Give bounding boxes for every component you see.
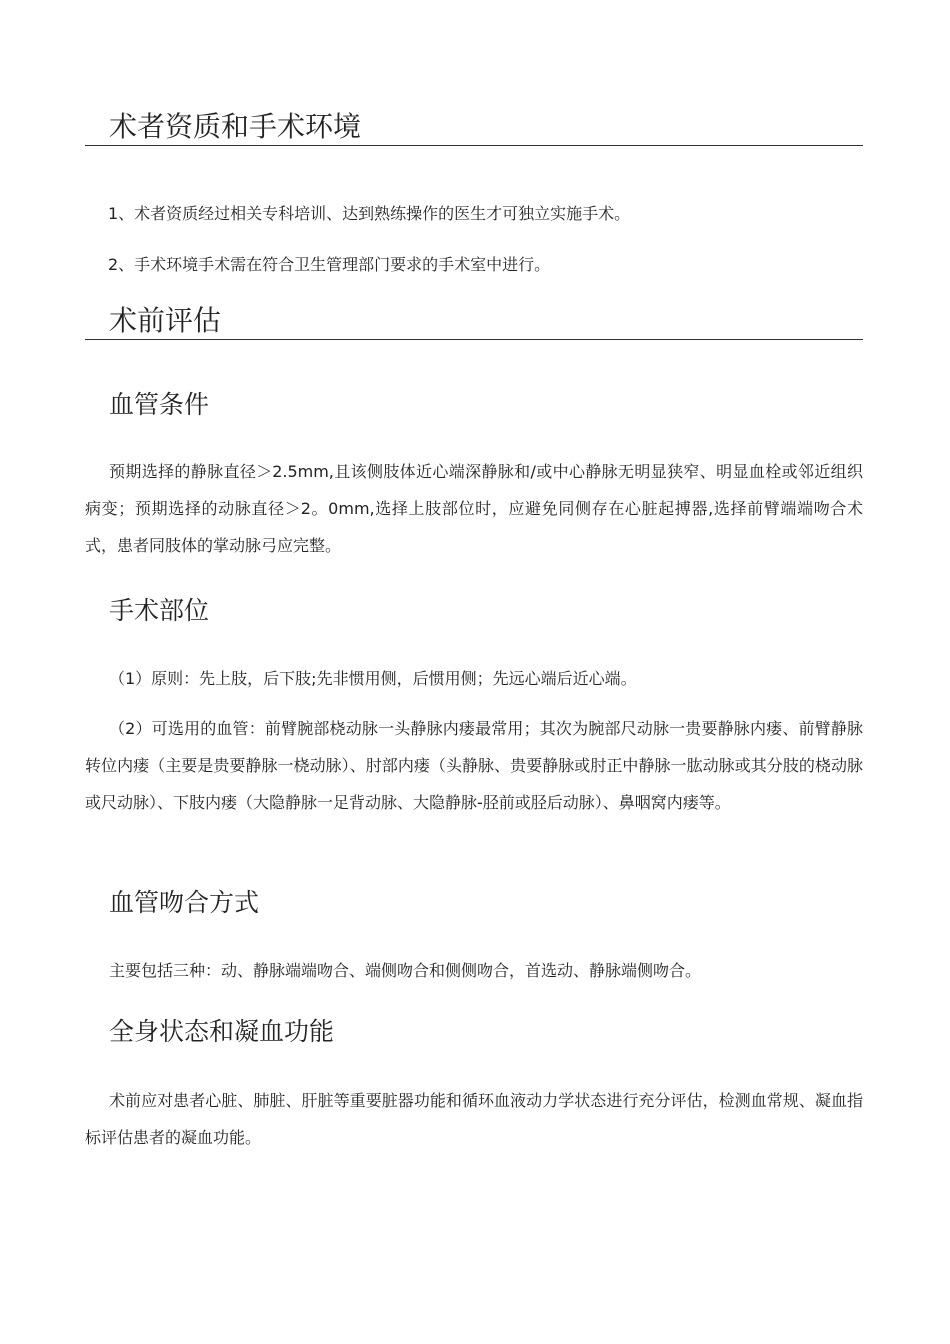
section-heading-qualification: 术者资质和手术环境: [85, 110, 863, 146]
subheading-surgical-site: 手术部位: [109, 596, 210, 625]
subheading-systemic-status: 全身状态和凝血功能: [109, 1017, 335, 1046]
list-item-environment: 2、手术环境手术需在符合卫生管理部门要求的手术室中进行。: [108, 255, 551, 274]
paragraph-site-principle: （1）原则：先上肢，后下肢;先非惯用侧，后惯用侧；先远心端后近心端。: [109, 669, 637, 688]
paragraph-systemic-status: 术前应对患者心脏、肺脏、肝脏等重要脏器功能和循环血液动力学状态进行充分评估，检测血常规、凝血指标评估患者的凝血功能。: [85, 1091, 863, 1147]
paragraph-site-vessels: （2）可选用的血管：前臂腕部桡动脉一头静脉内瘘最常用；其次为腕部尺动脉一贵要静脉内瘘、前臂静脉转位内瘘（主要是贵要静脉一桡动脉）、肘部内瘘（头静脉、贵要静脉或肘正中静脉一肱动脉或其分肢的桡动脉或尺动脉）、下肢内瘘（大隐静脉一足背动脉、大隐静脉-胫前或胫后动脉）、鼻咽窝内瘘等。: [85, 719, 863, 812]
paragraph-anastomosis: 主要包括三种：动、静脉端端吻合、端侧吻合和侧侧吻合，首选动、静脉端侧吻合。: [109, 961, 702, 980]
section-heading-preop: 术前评估: [85, 304, 863, 340]
subheading-anastomosis: 血管吻合方式: [109, 888, 260, 917]
list-item-qualification: 1、术者资质经过相关专科培训、达到熟练操作的医生才可独立实施手术。: [108, 204, 631, 223]
subheading-vessel-condition: 血管条件: [109, 390, 210, 419]
paragraph-vessel-condition: 预期选择的静脉直径＞2.5mm,且该侧肢体近心端深静脉和/或中心静脉无明显狭窄、明显血栓或邻近组织病变；预期选择的动脉直径＞2。0mm,选择上肢部位时，应避免同侧存在心脏起搏器,选择前臂端端吻合术式，患者同肢体的掌动脉弓应完整。: [85, 462, 863, 555]
